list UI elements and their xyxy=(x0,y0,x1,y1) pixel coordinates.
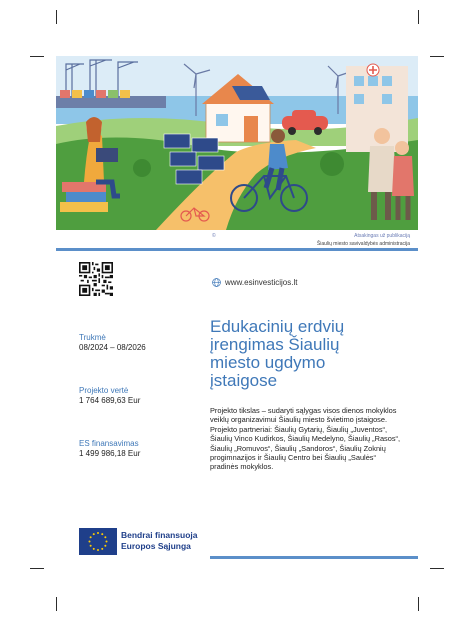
project-goal: Projekto tikslas – sudaryti sąlygas visos dienos mokyklos veiklų organizavimui Šiaulių miesto švietimo įstaigose. xyxy=(210,406,397,425)
crop-mark xyxy=(418,10,419,24)
globe-icon xyxy=(212,278,221,287)
project-value-label: Projekto vertė xyxy=(79,386,129,395)
eu-funding-amount: 1 499 986,18 Eur xyxy=(79,449,141,458)
top-rule xyxy=(56,248,418,251)
title-line: įrengimas Šiaulių xyxy=(210,335,340,354)
bottom-rule xyxy=(210,556,418,559)
project-description xyxy=(210,406,405,472)
hero-illustration xyxy=(56,56,418,230)
crop-mark xyxy=(30,568,44,569)
copyright-symbol: © xyxy=(212,233,216,239)
eu-line-1: Bendrai finansuoja xyxy=(121,530,198,540)
title-line: miesto ugdymo xyxy=(210,353,326,372)
project-partners: Projekto partneriai: Šiaulių Gytarių, Šiaulių „Juventos“, Šiaulių Vinco Kudirkos, Šiaulių Medelyno, Šiaulių „Rasos“, Šiaulių „Romuvos“, Šiaulių „Sandoros“, Šiaulių Zoknių progimnazijos ir Šiaulių Centro bei Šiaulių „Saulės“ pradinės mokyklos. xyxy=(210,424,401,472)
eu-cofunded-label xyxy=(121,530,198,552)
website-link[interactable] xyxy=(212,278,297,287)
eu-star xyxy=(101,548,103,550)
eu-star xyxy=(97,532,99,534)
crop-mark xyxy=(56,10,57,24)
eu-star xyxy=(101,533,103,535)
eu-star xyxy=(90,545,92,547)
crop-mark xyxy=(56,597,57,611)
website-url[interactable]: www.esinvesticijos.lt xyxy=(225,278,298,287)
eu-star xyxy=(90,536,92,538)
eu-star xyxy=(104,545,106,547)
title-line: įstaigose xyxy=(210,371,278,390)
eu-star xyxy=(106,541,108,543)
eu-line-2: Europos Sąjunga xyxy=(121,541,191,551)
title-line: Edukacinių erdvių xyxy=(210,317,345,336)
eu-star xyxy=(104,536,106,538)
eu-star xyxy=(93,533,95,535)
crop-mark xyxy=(430,56,444,57)
crop-mark xyxy=(430,568,444,569)
eu-star xyxy=(93,548,95,550)
eu-star xyxy=(89,541,91,543)
crop-mark xyxy=(30,56,44,57)
publication-responsible-org: Šiaulių miesto savivaldybės administracija xyxy=(316,241,410,247)
duration-label: Trukmė xyxy=(79,333,106,342)
eu-flag-icon xyxy=(79,528,117,555)
qr-code-icon[interactable] xyxy=(79,262,113,296)
crop-mark xyxy=(418,597,419,611)
project-title xyxy=(210,318,410,390)
duration-value: 08/2024 – 08/2026 xyxy=(79,343,146,352)
project-value-amount: 1 764 689,63 Eur xyxy=(79,396,141,405)
publication-responsible-label: Atsakingas už publikaciją xyxy=(354,233,410,239)
eu-funding-label: ES finansavimas xyxy=(79,439,139,448)
eu-star xyxy=(97,549,99,551)
